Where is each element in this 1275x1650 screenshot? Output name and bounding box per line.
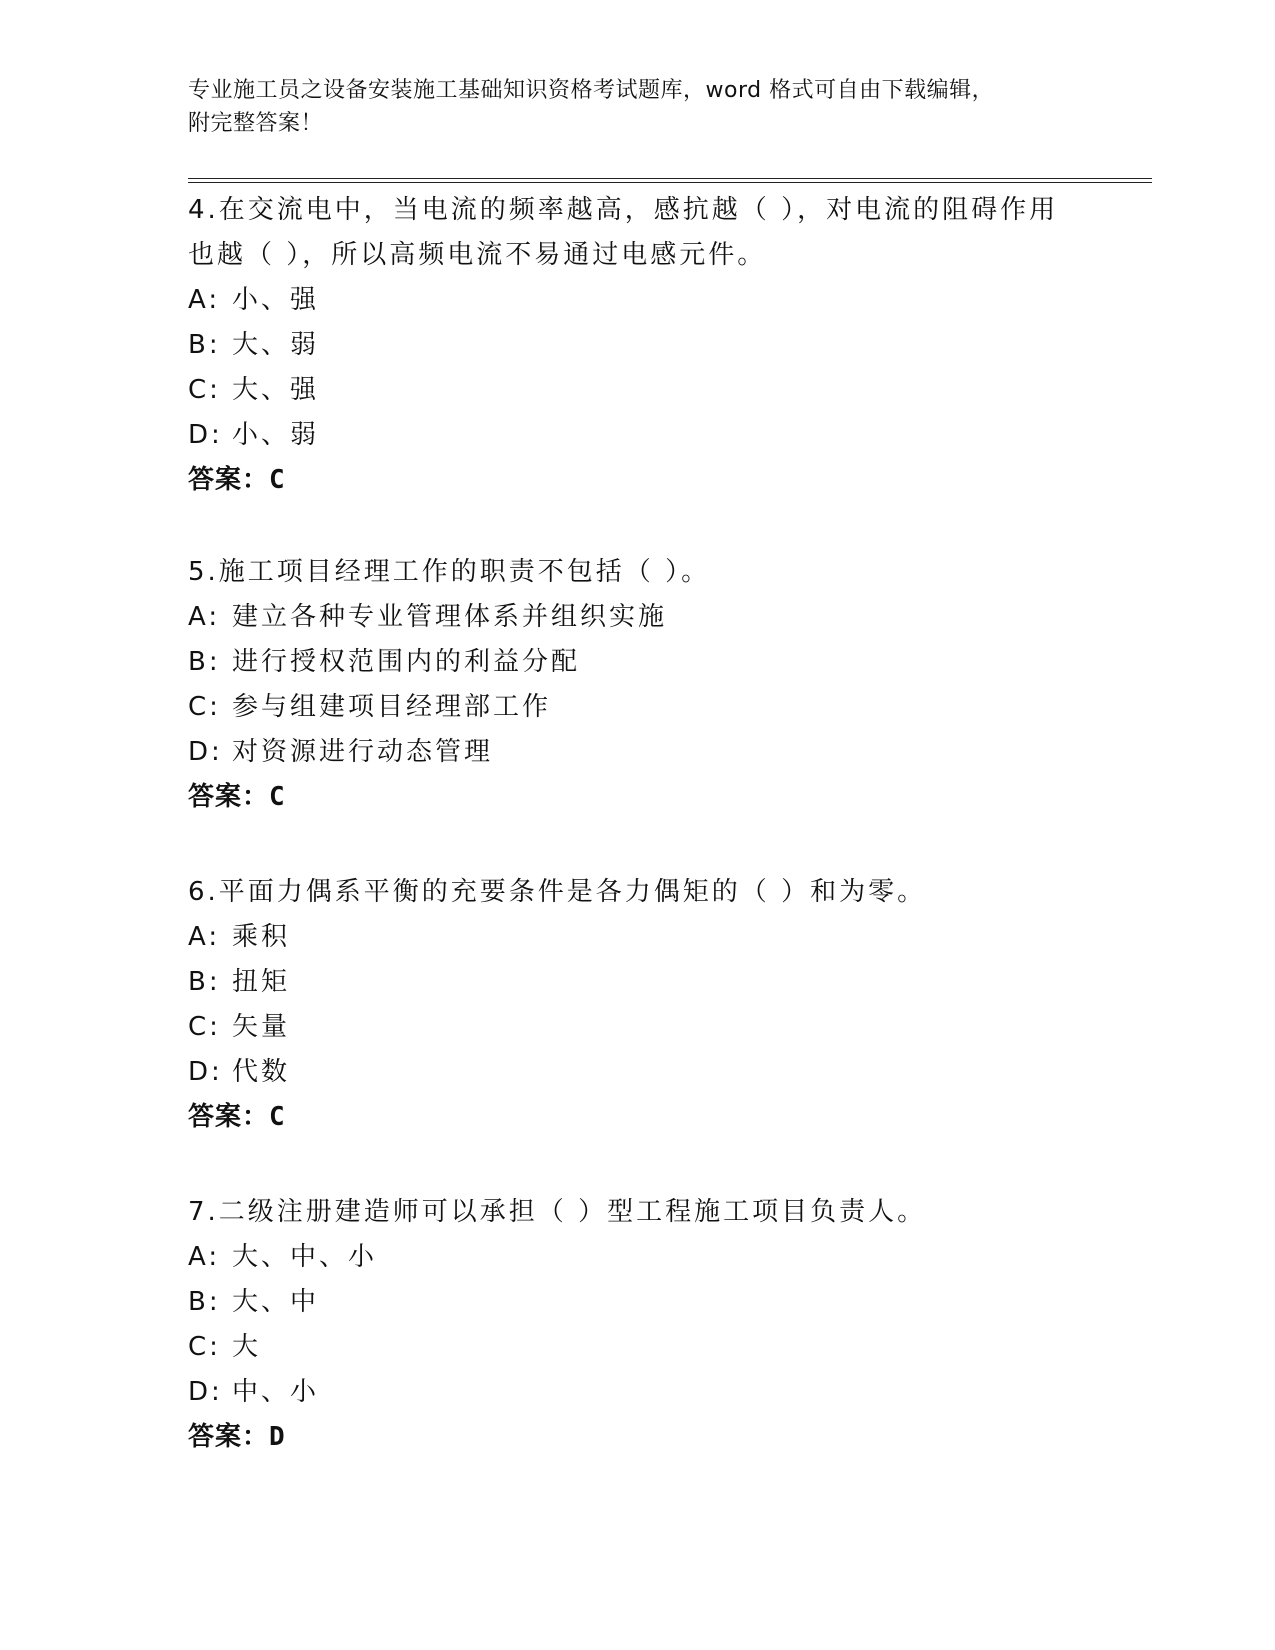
- option-key: D:: [188, 420, 223, 450]
- option-key: B:: [188, 967, 221, 997]
- question-stem-line-1: 7.二级注册建造师可以承担（ ）型工程施工项目负责人。: [188, 1197, 927, 1227]
- option-b: [188, 323, 1088, 368]
- option-b: [188, 1280, 1088, 1325]
- option-c: [188, 1005, 1088, 1050]
- option-text: 对资源进行动态管理: [232, 737, 494, 767]
- option-text: 矢量: [232, 1012, 291, 1042]
- option-c: [188, 685, 1088, 730]
- answer-line: 答案：C: [188, 782, 286, 812]
- option-text: 参与组建项目经理部工作: [232, 692, 552, 722]
- answer-line: 答案：D: [188, 1422, 286, 1452]
- question-stem-line-1: 6.平面力偶系平衡的充要条件是各力偶矩的（ ）和为零。: [188, 877, 927, 907]
- option-a: [188, 1235, 1088, 1280]
- header-divider-bottom: [188, 182, 1152, 183]
- option-key: A:: [188, 922, 221, 952]
- answer-line: 答案：C: [188, 1102, 286, 1132]
- option-d: [188, 413, 1088, 458]
- option-d: [188, 730, 1088, 775]
- header-divider-top: [188, 178, 1152, 179]
- option-text: 小、强: [232, 285, 320, 315]
- option-text: 小、弱: [232, 420, 320, 450]
- question-5: [188, 550, 1088, 820]
- option-c: [188, 368, 1088, 413]
- option-d: [188, 1370, 1088, 1415]
- option-key: A:: [188, 285, 221, 315]
- question-4: [188, 188, 1088, 503]
- option-key: D:: [188, 1377, 223, 1407]
- option-text: 大: [232, 1332, 262, 1362]
- option-d: [188, 1050, 1088, 1095]
- document-header: [188, 74, 1088, 140]
- question-stem-line-1: 4.在交流电中，当电流的频率越高，感抗越（ ），对电流的阻碍作用: [188, 195, 1059, 225]
- question-6: [188, 870, 1088, 1140]
- option-key: B:: [188, 330, 221, 360]
- option-a: [188, 915, 1088, 960]
- option-key: C:: [188, 1012, 221, 1042]
- option-text: 建立各种专业管理体系并组织实施: [232, 602, 668, 632]
- option-b: [188, 960, 1088, 1005]
- question-stem-line-2: 也越（ ），所以高频电流不易通过电感元件。: [188, 240, 767, 270]
- option-key: A:: [188, 602, 221, 632]
- option-key: A:: [188, 1242, 221, 1272]
- option-text: 进行授权范围内的利益分配: [232, 647, 581, 677]
- option-key: B:: [188, 1287, 221, 1317]
- question-stem-line-1: 5.施工项目经理工作的职责不包括（ ）。: [188, 557, 711, 587]
- answer-line: 答案：C: [188, 465, 286, 495]
- option-text: 大、中: [232, 1287, 320, 1317]
- option-key: C:: [188, 692, 221, 722]
- option-key: C:: [188, 375, 221, 405]
- option-key: D:: [188, 1057, 223, 1087]
- option-text: 中、小: [232, 1377, 320, 1407]
- option-key: B:: [188, 647, 221, 677]
- option-c: [188, 1325, 1088, 1370]
- header-line-2: 附完整答案！: [188, 111, 324, 136]
- option-a: [188, 278, 1088, 323]
- option-text: 代数: [232, 1057, 291, 1087]
- option-a: [188, 595, 1088, 640]
- option-text: 乘积: [232, 922, 291, 952]
- option-text: 大、弱: [232, 330, 320, 360]
- question-7: [188, 1190, 1088, 1460]
- option-key: C:: [188, 1332, 221, 1362]
- header-line-1: 专业施工员之设备安装施工基础知识资格考试题库，word 格式可自由下载编辑，: [188, 78, 995, 103]
- option-text: 大、中、小: [232, 1242, 378, 1272]
- option-b: [188, 640, 1088, 685]
- option-text: 大、强: [232, 375, 320, 405]
- option-key: D:: [188, 737, 223, 767]
- option-text: 扭矩: [232, 967, 291, 997]
